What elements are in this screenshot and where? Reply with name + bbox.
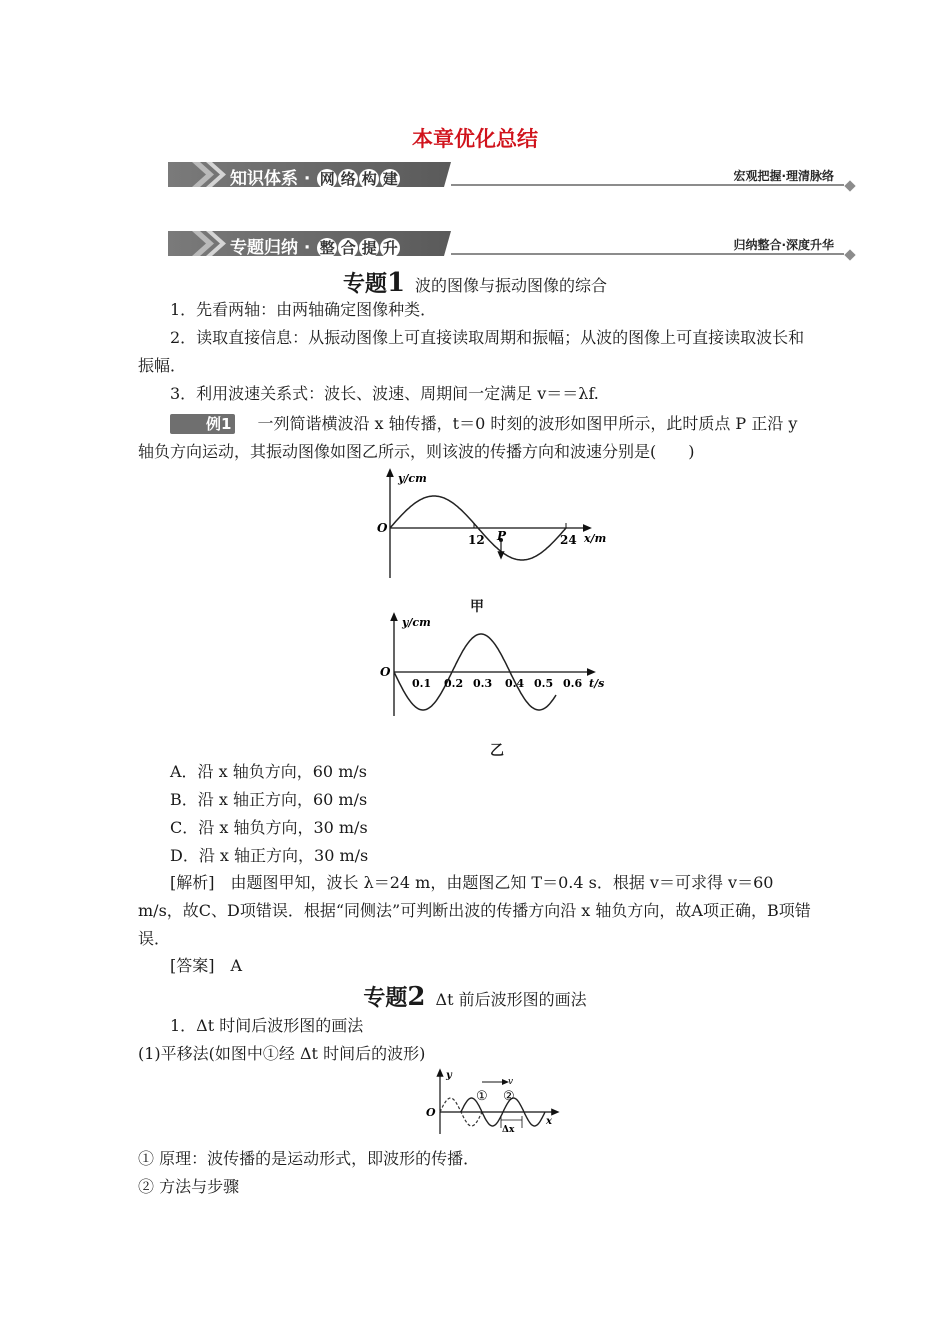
wave-graph-jia	[370, 468, 620, 584]
banner-diamond	[844, 249, 855, 260]
topic-subtitle: 波的图像与振动图像的综合	[415, 276, 608, 295]
topic1-point-3: 3．利用波速关系式：波长、波速、周期间一定满足 v＝＝λf.	[170, 384, 599, 403]
axis-x-label: t/s	[589, 677, 605, 690]
topic2-line-4: ② 方法与步骤	[138, 1177, 240, 1196]
wave-1-marker: ①	[476, 1089, 488, 1104]
delta-x-label: Δx	[502, 1125, 515, 1135]
axis-y-label: y/cm	[398, 472, 427, 485]
topic-number: 1	[386, 268, 406, 298]
answer-text: [答案] A	[170, 956, 243, 975]
topic1-point-2: 2．读取直接信息：从振动图像上可直接读取周期和振幅；从波的图像上可直接读取波长和振幅．	[138, 328, 805, 375]
option-a: A．沿 x 轴负方向，60 m/s	[170, 762, 367, 781]
banner-label	[230, 233, 400, 258]
analysis-text: [解析] 由题图甲知，波长 λ＝24 m，由题图乙知 T＝0.4 s．根据 v＝可求得 v＝60 m/s，故C、D项错误．根据“同侧法”可判断出波的传播方向沿 x 轴负方向，故A项正确，B项错误．	[138, 873, 811, 948]
topic1-point-1: 1．先看两轴：由两轴确定图像种类．	[170, 300, 437, 319]
axis-x-label: x/m	[584, 532, 607, 545]
banner-char: 提	[359, 238, 379, 258]
wave-2-marker: ②	[503, 1089, 515, 1104]
banner-char: 络	[338, 169, 358, 189]
origin-label: O	[426, 1106, 436, 1119]
banner-subtitle: 归纳整合·深度升华	[733, 238, 834, 252]
topic2-line-1: 1．Δt 时间后波形图的画法	[170, 1016, 364, 1035]
topic-number: 2	[407, 982, 426, 1012]
translation-wave-figure	[422, 1068, 562, 1136]
figure-caption-yi: 乙	[490, 743, 504, 759]
point-p-label: P	[497, 529, 507, 543]
option-d: D．沿 x 轴正方向，30 m/s	[170, 846, 369, 865]
tick-label: 0.4	[505, 677, 525, 690]
tick-label: 0.1	[412, 677, 432, 690]
example-tag: 例1	[170, 414, 235, 434]
topic1-heading	[0, 267, 950, 298]
figure-caption-jia: 甲	[470, 599, 484, 615]
banner-title: 专题归纳	[230, 238, 298, 258]
section-banner-topics	[168, 231, 858, 257]
banner-title: 知识体系	[230, 169, 298, 189]
section-banner-knowledge	[168, 162, 858, 188]
option-c: C．沿 x 轴负方向，30 m/s	[170, 818, 368, 837]
topic-label: 专题	[363, 986, 408, 1011]
tick-label: 0.6	[563, 677, 583, 690]
banner-char: 升	[380, 238, 400, 258]
topic2-line-3: ① 原理：波传播的是运动形式，即波形的传播．	[138, 1149, 480, 1168]
banner-char: 建	[380, 169, 400, 189]
banner-dot: ·	[303, 238, 311, 258]
axis-y-label: y/cm	[402, 616, 431, 629]
origin-label: O	[377, 521, 388, 535]
tick-label: 24	[560, 533, 577, 547]
topic-subtitle: Δt 前后波形图的画法	[435, 990, 587, 1009]
velocity-label: v	[508, 1077, 514, 1087]
example-text: 一列简谐横波沿 x 轴传播，t＝0 时刻的波形如图甲所示，此时质点 P 正沿 y 轴负方向运动，其振动图像如图乙所示，则该波的传播方向和波速分别是( )	[138, 414, 798, 461]
topic2-heading	[0, 981, 950, 1012]
banner-char: 网	[317, 169, 337, 189]
tick-label: 0.3	[473, 677, 493, 690]
tick-label: 0.2	[444, 677, 464, 690]
banner-diamond	[844, 180, 855, 191]
example-question	[138, 410, 814, 466]
banner-char: 合	[338, 238, 358, 258]
banner-char: 构	[359, 169, 379, 189]
banner-rule	[451, 184, 844, 186]
option-b: B．沿 x 轴正方向，60 m/s	[170, 790, 368, 809]
banner-label	[230, 164, 400, 189]
origin-label: O	[380, 665, 391, 679]
banner-char: 整	[317, 238, 337, 258]
topic-label: 专题	[342, 272, 387, 297]
tick-label: 12	[468, 533, 485, 547]
axis-y-label: y	[446, 1070, 452, 1081]
banner-dot: ·	[303, 169, 311, 189]
page-title: 本章优化总结	[412, 127, 538, 151]
tick-label: 0.5	[534, 677, 554, 690]
banner-subtitle: 宏观把握·理清脉络	[733, 169, 834, 183]
banner-rule	[451, 253, 844, 255]
topic2-line-2: (1)平移法(如图中①经 Δt 时间后的波形)	[138, 1044, 426, 1063]
vibration-graph-yi	[372, 612, 622, 720]
axis-x-label: x	[546, 1116, 552, 1127]
